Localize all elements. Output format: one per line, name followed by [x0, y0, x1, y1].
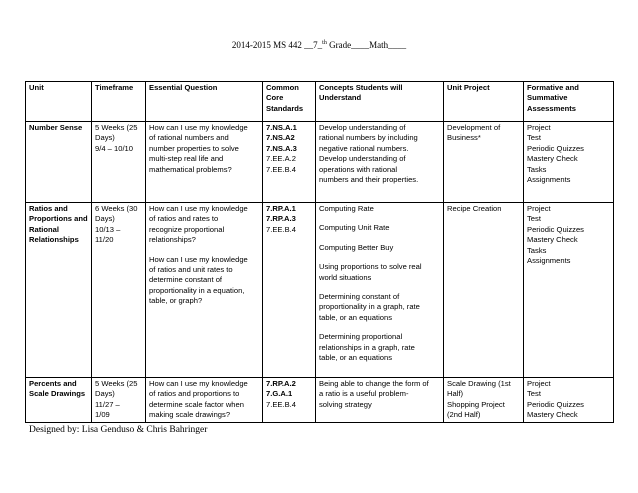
- assessments-line: Periodic Quizzes: [527, 224, 584, 234]
- concepts-line: Develop understanding of: [319, 123, 406, 132]
- assessments-line: Mastery Check: [527, 235, 578, 245]
- cell-question: [146, 378, 263, 423]
- concepts-line: negative rational numbers.: [319, 143, 409, 153]
- timeframe-line: 11/27 –: [95, 399, 120, 409]
- assessments-line: Project: [527, 123, 551, 132]
- table-row: [26, 122, 614, 203]
- project-line: Scale Drawing (1st: [447, 379, 511, 388]
- cell-standards: [263, 122, 316, 203]
- question-line: multi-step real life and: [149, 154, 224, 164]
- concepts-line: solving strategy: [319, 399, 372, 409]
- title-prefix: 2014-2015 MS 442 __7_: [231, 40, 323, 50]
- table-header-row: [26, 82, 614, 122]
- cell-project: [444, 122, 524, 203]
- cell-project: [444, 203, 524, 378]
- header-unit: Unit: [26, 82, 92, 122]
- cell-concepts: [316, 378, 444, 423]
- question-line: recognize proportional: [149, 224, 225, 234]
- assessments-line: Test: [527, 389, 541, 399]
- concepts-line: relationships in a graph, rate: [319, 342, 415, 352]
- assessments-line: Project: [527, 204, 551, 213]
- unit-name: Ratios and Proportions and Rational Relationships: [29, 204, 88, 245]
- cell-concepts: [316, 203, 444, 378]
- assessments-line: Mastery Check: [527, 154, 578, 164]
- project-line: Half): [447, 389, 464, 399]
- timeframe-line: Days): [95, 389, 115, 399]
- standard-code: 7.NS.A2: [266, 133, 295, 143]
- curriculum-table: [25, 81, 614, 423]
- timeframe-line: 6 Weeks (30: [95, 204, 138, 213]
- cell-question: [146, 122, 263, 203]
- question-line: of ratios and proportions to: [149, 389, 240, 399]
- question-line: How can I use my knowledge: [149, 254, 248, 264]
- cell-timeframe: [92, 203, 146, 378]
- assessments-line: Project: [527, 379, 551, 388]
- assessments-line: Tasks: [527, 245, 547, 255]
- assessments-line: Periodic Quizzes: [527, 143, 584, 153]
- concepts-line: table, or an equations: [319, 312, 393, 322]
- question-line: How can I use my knowledge: [149, 123, 248, 132]
- line-gap: [319, 323, 440, 332]
- standard-code: 7.EE.A.2: [266, 154, 296, 164]
- concepts-line: Computing Unit Rate: [319, 223, 390, 233]
- standard-code: 7.G.A.1: [266, 389, 293, 399]
- assessments-line: Test: [527, 133, 541, 143]
- project-line: Recipe Creation: [447, 204, 502, 213]
- project-line: (2nd Half): [447, 410, 481, 420]
- cell-unit: [26, 122, 92, 203]
- cell-timeframe: [92, 378, 146, 423]
- question-line: determine constant of: [149, 275, 223, 285]
- concepts-line: Determining proportional: [319, 332, 403, 342]
- assessments-line: Periodic Quizzes: [527, 399, 584, 409]
- document-title: [0, 40, 638, 50]
- question-line: How can I use my knowledge: [149, 204, 248, 213]
- question-line: relationships?: [149, 235, 196, 245]
- cell-concepts: [316, 122, 444, 203]
- header-assessments: Formative and Summative Assessments: [524, 82, 614, 122]
- concepts-line: Computing Rate: [319, 204, 374, 213]
- line-gap: [319, 283, 440, 292]
- header-essential-question: Essential Question: [146, 82, 263, 122]
- standard-code: 7.NS.A.1: [266, 123, 297, 132]
- concepts-line: Being able to change the form of: [319, 379, 429, 388]
- cell-assessments: [524, 203, 614, 378]
- header-unit-project: Unit Project: [444, 82, 524, 122]
- timeframe-line: 9/4 – 10/10: [95, 143, 134, 153]
- concepts-line: a ratio is a useful problem-: [319, 389, 409, 399]
- concepts-line: Using proportions to solve real: [319, 262, 422, 272]
- question-line: of ratios and rates to: [149, 214, 219, 224]
- line-gap: [319, 214, 440, 223]
- assessments-line: Tasks: [527, 164, 547, 174]
- header-timeframe: Timeframe: [92, 82, 146, 122]
- footer-credit: Designed by: Lisa Genduso & Chris Bahringer: [29, 425, 208, 435]
- concepts-line: rational numbers by including: [319, 133, 418, 143]
- standard-code: 7.RP.A.3: [266, 214, 296, 224]
- standard-code: 7.NS.A.3: [266, 143, 297, 153]
- assessments-line: Test: [527, 214, 541, 224]
- standard-code: 7.EE.B.4: [266, 224, 296, 234]
- question-line: making scale drawings?: [149, 410, 231, 420]
- question-line: mathematical problems?: [149, 164, 232, 174]
- project-line: Shopping Project: [447, 399, 505, 409]
- question-line: determine scale factor when: [149, 399, 244, 409]
- project-line: Business*: [447, 133, 481, 143]
- unit-name: Number Sense: [29, 123, 83, 132]
- cell-timeframe: [92, 122, 146, 203]
- assessments-line: Assignments: [527, 256, 571, 266]
- header-concepts: Concepts Students will Understand: [316, 82, 444, 122]
- cell-question: [146, 203, 263, 378]
- line-gap: [149, 246, 259, 255]
- concepts-line: operations with rational: [319, 164, 398, 174]
- timeframe-line: 5 Weeks (25: [95, 123, 138, 132]
- concepts-line: Develop understanding of: [319, 154, 406, 164]
- question-line: proportionality in a equation,: [149, 285, 245, 295]
- cell-assessments: [524, 122, 614, 203]
- timeframe-line: 10/13 –: [95, 224, 121, 234]
- title-superscript: th: [322, 40, 327, 46]
- question-line: of ratios and unit rates to: [149, 265, 233, 275]
- table-row: [26, 203, 614, 378]
- timeframe-line: Days): [95, 214, 115, 224]
- cell-project: [444, 378, 524, 423]
- line-gap: [319, 234, 440, 243]
- title-suffix: Grade____Math____: [326, 40, 407, 50]
- line-gap: [319, 253, 440, 262]
- standard-code: 7.RP.A.1: [266, 204, 296, 213]
- cell-standards: [263, 203, 316, 378]
- cell-unit: [26, 378, 92, 423]
- cell-unit: [26, 203, 92, 378]
- standard-code: 7.EE.B.4: [266, 399, 296, 409]
- unit-name: Percents and Scale Drawings: [29, 379, 86, 399]
- question-line: How can I use my knowledge: [149, 379, 248, 388]
- concepts-line: world situations: [319, 272, 372, 282]
- assessments-line: Mastery Check: [527, 410, 578, 420]
- question-line: table, or graph?: [149, 296, 203, 306]
- concepts-line: Determining constant of: [319, 292, 400, 302]
- project-line: Development of: [447, 123, 501, 132]
- timeframe-line: 11/20: [95, 235, 114, 245]
- table-row: [26, 378, 614, 423]
- timeframe-line: Days): [95, 133, 115, 143]
- timeframe-line: 1/09: [95, 410, 110, 420]
- timeframe-line: 5 Weeks (25: [95, 379, 138, 388]
- standard-code: 7.RP.A.2: [266, 379, 296, 388]
- question-line: number properties to solve: [149, 143, 239, 153]
- cell-standards: [263, 378, 316, 423]
- concepts-line: numbers and their properties.: [319, 175, 419, 185]
- concepts-line: proportionality in a graph, rate: [319, 302, 420, 312]
- assessments-line: Assignments: [527, 175, 571, 185]
- concepts-line: table, or an equations: [319, 353, 393, 363]
- standard-code: 7.EE.B.4: [266, 164, 296, 174]
- cell-assessments: [524, 378, 614, 423]
- concepts-line: Computing Better Buy: [319, 242, 394, 252]
- question-line: of rational numbers and: [149, 133, 229, 143]
- header-standards: Common Core Standards: [263, 82, 316, 122]
